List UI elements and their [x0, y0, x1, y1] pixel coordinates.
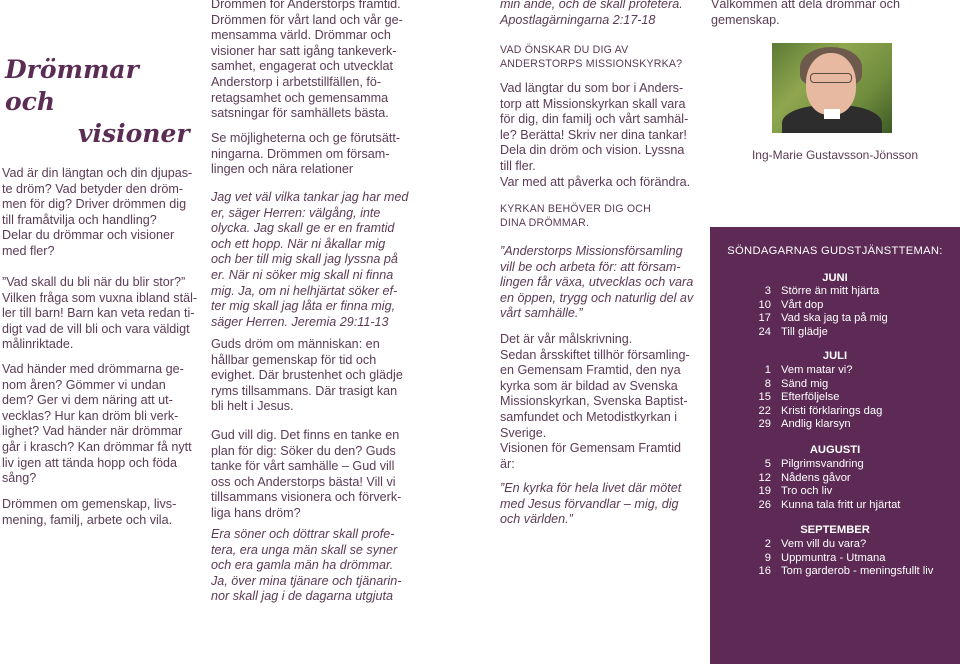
text-line: Era söner och döttrar skall profe-	[211, 527, 395, 541]
text-line: Drömmen om gemenskap, livs-	[2, 497, 177, 511]
church-paragraph-2	[500, 332, 700, 472]
text-line: Drömmen för Anderstorps framtid.	[211, 0, 401, 11]
text-line: Drömmen för vårt land och vår ge-	[211, 12, 403, 27]
intro-paragraph-4	[2, 497, 200, 528]
text-line: sång?	[2, 471, 37, 486]
text-line: gemenskap.	[711, 12, 780, 27]
text-line: och ber till mig skall jag lyssna på	[211, 252, 398, 267]
text-line: en öppen, trygg och naturlig del av	[500, 290, 694, 305]
vision-statement	[500, 481, 700, 528]
text-line: mig. Ja, om ni helhjärtat söker ef-	[211, 283, 398, 298]
text-line: olycka. Jag skall ge er en framtid	[211, 221, 395, 236]
schedule-row	[710, 418, 960, 432]
row-theme: Vårt dop	[781, 298, 824, 311]
row-theme: Andlig klarsyn	[781, 418, 851, 430]
row-theme: Vad ska jag ta på mig	[781, 312, 888, 324]
row-theme: Tom garderob - meningsfullt liv	[781, 565, 934, 577]
text-line: liga hans dröm?	[211, 505, 301, 520]
text-line: och världen.”	[500, 512, 573, 527]
row-date: 22	[758, 404, 771, 417]
text-line: lighet? Vad händer när drömmar	[2, 424, 183, 439]
vision-paragraph-1	[211, 0, 479, 122]
text-line: Se möjligheterna och ge förutsätt-	[211, 131, 401, 145]
text-line: tillsammans visionera och förverk-	[211, 490, 402, 505]
month-heading-juli: JULI	[822, 350, 848, 362]
text-line: vårt samhälle.”	[500, 306, 583, 321]
text-line: med Jesus förvandlar – mig, dig	[500, 496, 679, 511]
row-date: 1	[764, 364, 771, 376]
text-line: Visionen för Gemensam Framtid	[500, 441, 682, 456]
row-date: 16	[758, 565, 771, 577]
portrait-photo	[772, 43, 892, 133]
row-theme: Nådens gåvor	[781, 471, 851, 484]
text-line: Ja, över mina tjänare och tjänarin-	[211, 573, 402, 588]
text-line: Vad längtar du som bor i Anders-	[500, 81, 684, 95]
text-line: visioner har satt igång tankeverk-	[211, 43, 397, 58]
text-line: DINA DRÖMMAR.	[500, 217, 590, 229]
row-theme: Till glädje	[781, 325, 828, 338]
text-line: tanke för vårt samhälle – Gud vill	[211, 459, 395, 474]
schedule-row	[710, 312, 960, 326]
text-line: och ett hopp. När ni åkallar mig	[211, 236, 386, 251]
row-theme: Pilgrimsvandring	[781, 458, 864, 470]
text-line: torp att Missionskyrkan skall vara	[500, 96, 686, 111]
text-line: nor skall jag i de dagarna utgjuta	[211, 589, 394, 604]
text-line: samfundet och Metodistkyrkan i	[500, 409, 678, 424]
photo-face	[806, 53, 856, 115]
text-line: nom åren? Gömmer vi undan	[2, 377, 166, 392]
bible-quote-joel	[211, 527, 479, 605]
text-line: er, säger Herren: välgång, inte	[211, 205, 381, 220]
text-line: med fler?	[2, 243, 55, 258]
text-line: till framåtvilja och handling?	[2, 212, 157, 227]
schedule-row	[710, 364, 960, 378]
text-line: och era gamla män ha drömmar.	[211, 558, 394, 573]
text-line: oss och Anderstorps bästa! Vill vi	[211, 474, 396, 489]
text-line: Missionskyrkan, Svenska Baptist-	[500, 394, 688, 409]
month-heading-augusti: AUGUSTI	[809, 444, 861, 456]
schedule-row	[710, 391, 960, 405]
column-vision	[208, 0, 478, 664]
text-line: ANDERSTORPS MISSIONSKYRKA?	[500, 58, 683, 70]
row-theme: Kristi förklarings dag	[781, 404, 883, 417]
text-line: Det är vår målskrivning.	[500, 332, 633, 346]
text-line: säger Herren. Jeremia 29:11-13	[211, 314, 389, 329]
text-line: er. När ni söker mig skall ni finna	[211, 267, 394, 282]
section-heading-needs	[500, 202, 700, 230]
row-date: 24	[758, 325, 771, 338]
text-line: är:	[500, 456, 515, 471]
column-church	[500, 0, 700, 664]
row-date: 8	[764, 377, 771, 390]
schedule-row	[710, 378, 960, 392]
text-line: en Gemensam Framtid, den nya	[500, 363, 681, 378]
text-line: Vad är din längtan och din djupas-	[2, 166, 193, 180]
text-line: ler till barn! Barn kan veta redan ti-	[2, 306, 195, 321]
section-heading-wish	[500, 43, 700, 71]
schedule-row	[710, 326, 960, 340]
row-date: 9	[764, 551, 771, 564]
text-line: Vad händer med drömmarna ge-	[2, 362, 184, 376]
text-line: ”Vad skall du bli när du blir stor?”	[2, 275, 186, 289]
service-themes-panel	[710, 227, 960, 664]
text-line: le? Berätta! Skriv ner dina tankar!	[500, 127, 687, 142]
text-line: ter mig skall jag låta er finna mig,	[211, 299, 396, 314]
schedule-row	[710, 472, 960, 486]
text-line: ryms tillsammans. Där trasigt kan	[211, 383, 398, 398]
text-line: Sedan årsskiftet tillhör församling-	[500, 347, 690, 362]
text-line: liv igen att tända hopp och föda	[2, 455, 178, 470]
text-line: Gud vill dig. Det finns en tanke en	[211, 428, 400, 442]
text-line: plan för dig: Söker du den? Guds	[211, 443, 396, 458]
text-line: Apostlagärningarna 2:17-18	[500, 12, 656, 27]
text-line: satsningar för samhällets bästa.	[211, 106, 389, 121]
text-line: hållbar gemenskap för tid och	[211, 352, 377, 367]
row-date: 15	[758, 391, 771, 403]
text-line: mensamma värld. Drömmar och	[211, 28, 391, 43]
text-line: kyrka som är bildad av Svenska	[500, 378, 678, 393]
row-theme: Uppmuntra - Utmana	[781, 551, 886, 564]
text-line: Guds dröm om människan: en	[211, 337, 380, 351]
intro-paragraph-1	[2, 166, 200, 260]
text-line: för dig, din familj och vårt samhäl-	[500, 112, 689, 127]
vision-paragraph-5	[211, 428, 479, 522]
photo-collar	[824, 109, 840, 119]
row-date: 17	[758, 312, 771, 324]
row-theme: Efterföljelse	[781, 391, 840, 403]
text-line: Var med att påverka och förändra.	[500, 174, 691, 189]
row-date: 3	[764, 285, 771, 297]
row-date: 29	[758, 418, 771, 430]
church-paragraph-1	[500, 81, 700, 190]
row-theme: Större än mitt hjärta	[781, 285, 880, 297]
intro-paragraph-3	[2, 362, 200, 487]
row-theme: Sänd mig	[781, 377, 829, 390]
text-line: mening, familj, arbete och vila.	[2, 512, 173, 527]
page-title	[5, 54, 190, 150]
text-line: vill be och arbeta för: att försam-	[500, 259, 681, 274]
schedule-row	[710, 485, 960, 499]
vision-paragraph-2	[211, 131, 479, 178]
row-date: 10	[758, 298, 771, 311]
text-line: KYRKAN BEHÖVER DIG OCH	[500, 203, 651, 215]
text-line: Sverige.	[500, 425, 547, 440]
text-line: digt vad de vill bli och vara väldigt	[2, 321, 190, 336]
month-heading-juni: JUNI	[822, 272, 848, 284]
intro-paragraph-2	[2, 275, 200, 353]
row-date: 5	[764, 458, 771, 470]
schedule-row	[710, 499, 960, 513]
text-line: Delar du drömmar och visioner	[2, 228, 175, 243]
schedule-row	[710, 565, 960, 579]
text-line: men för dig? Driver drömmen dig	[2, 197, 187, 212]
vision-paragraph-4	[211, 337, 479, 415]
text-line: dem? Ger vi dem näring att ut-	[2, 393, 173, 408]
text-line: ningarna. Drömmen om försam-	[211, 146, 390, 161]
row-theme: Vem vill du vara?	[781, 538, 867, 550]
text-line: ”En kyrka för hela livet där mötet	[500, 481, 682, 495]
bible-quote-reference	[500, 0, 700, 28]
schedule-row	[710, 458, 960, 472]
text-line: målinriktade.	[2, 337, 74, 352]
month-heading-september: SEPTEMBER	[800, 524, 870, 536]
photo-glasses	[810, 73, 852, 83]
text-line: vecklas? Hur kan dröm bli verk-	[2, 408, 179, 423]
row-theme: Kunna tala fritt ur hjärtat	[781, 498, 901, 511]
row-theme: Vem matar vi?	[781, 364, 853, 376]
schedule-row	[710, 405, 960, 419]
row-date: 26	[758, 498, 771, 511]
text-line: Dela din dröm och vision. Lyssna	[500, 143, 685, 158]
text-line: till fler.	[500, 158, 536, 173]
row-theme: Tro och liv	[781, 485, 833, 497]
text-line: lingen och nära relationer	[211, 162, 354, 177]
title-line-2: visioner	[78, 119, 190, 148]
panel-title: SÖNDAGARNAS GUDSTJÄNSTTEMAN:	[727, 245, 943, 257]
text-line: evighet. Där brustenhet och glädje	[211, 368, 403, 383]
text-line: ”Anderstorps Missionsförsamling	[500, 244, 683, 258]
mission-statement	[500, 244, 700, 322]
row-date: 19	[758, 485, 771, 497]
text-line: te dröm? Vad betyder den dröm-	[2, 181, 184, 196]
text-line: lingen får växa, utvecklas och vara	[500, 275, 694, 290]
text-line: Anderstorp i arbetstillfällen, fö-	[211, 74, 382, 89]
text-line: bli helt i Jesus.	[211, 399, 294, 414]
schedule-row	[710, 552, 960, 566]
title-line-1: Drömmar och	[5, 55, 139, 116]
row-date: 12	[758, 471, 771, 484]
welcome-text	[711, 0, 960, 28]
text-line: Jag vet väl vilka tankar jag har med	[211, 190, 409, 204]
text-line: min ande, och de skall profetera.	[500, 0, 683, 11]
schedule-row	[710, 538, 960, 552]
text-line: går i krasch? Kan drömmar få nytt	[2, 439, 192, 454]
schedule-row	[710, 285, 960, 299]
row-date: 2	[764, 538, 771, 550]
bible-quote-jeremia	[211, 190, 479, 330]
text-line: retagsamhet och gemensamma	[211, 90, 389, 105]
text-line: Vilken fråga som vuxna ibland stäl-	[2, 290, 198, 305]
text-line: Välkommen att dela drömmar och	[711, 0, 900, 11]
text-line: samhet, engagerat och utvecklat	[211, 59, 394, 74]
photo-caption: Ing-Marie Gustavsson-Jönsson	[751, 148, 919, 162]
schedule-row	[710, 299, 960, 313]
column-intro	[0, 0, 200, 664]
text-line: VAD ÖNSKAR DU DIG AV	[500, 44, 629, 56]
text-line: tera, era unga män skall se syner	[211, 542, 398, 557]
